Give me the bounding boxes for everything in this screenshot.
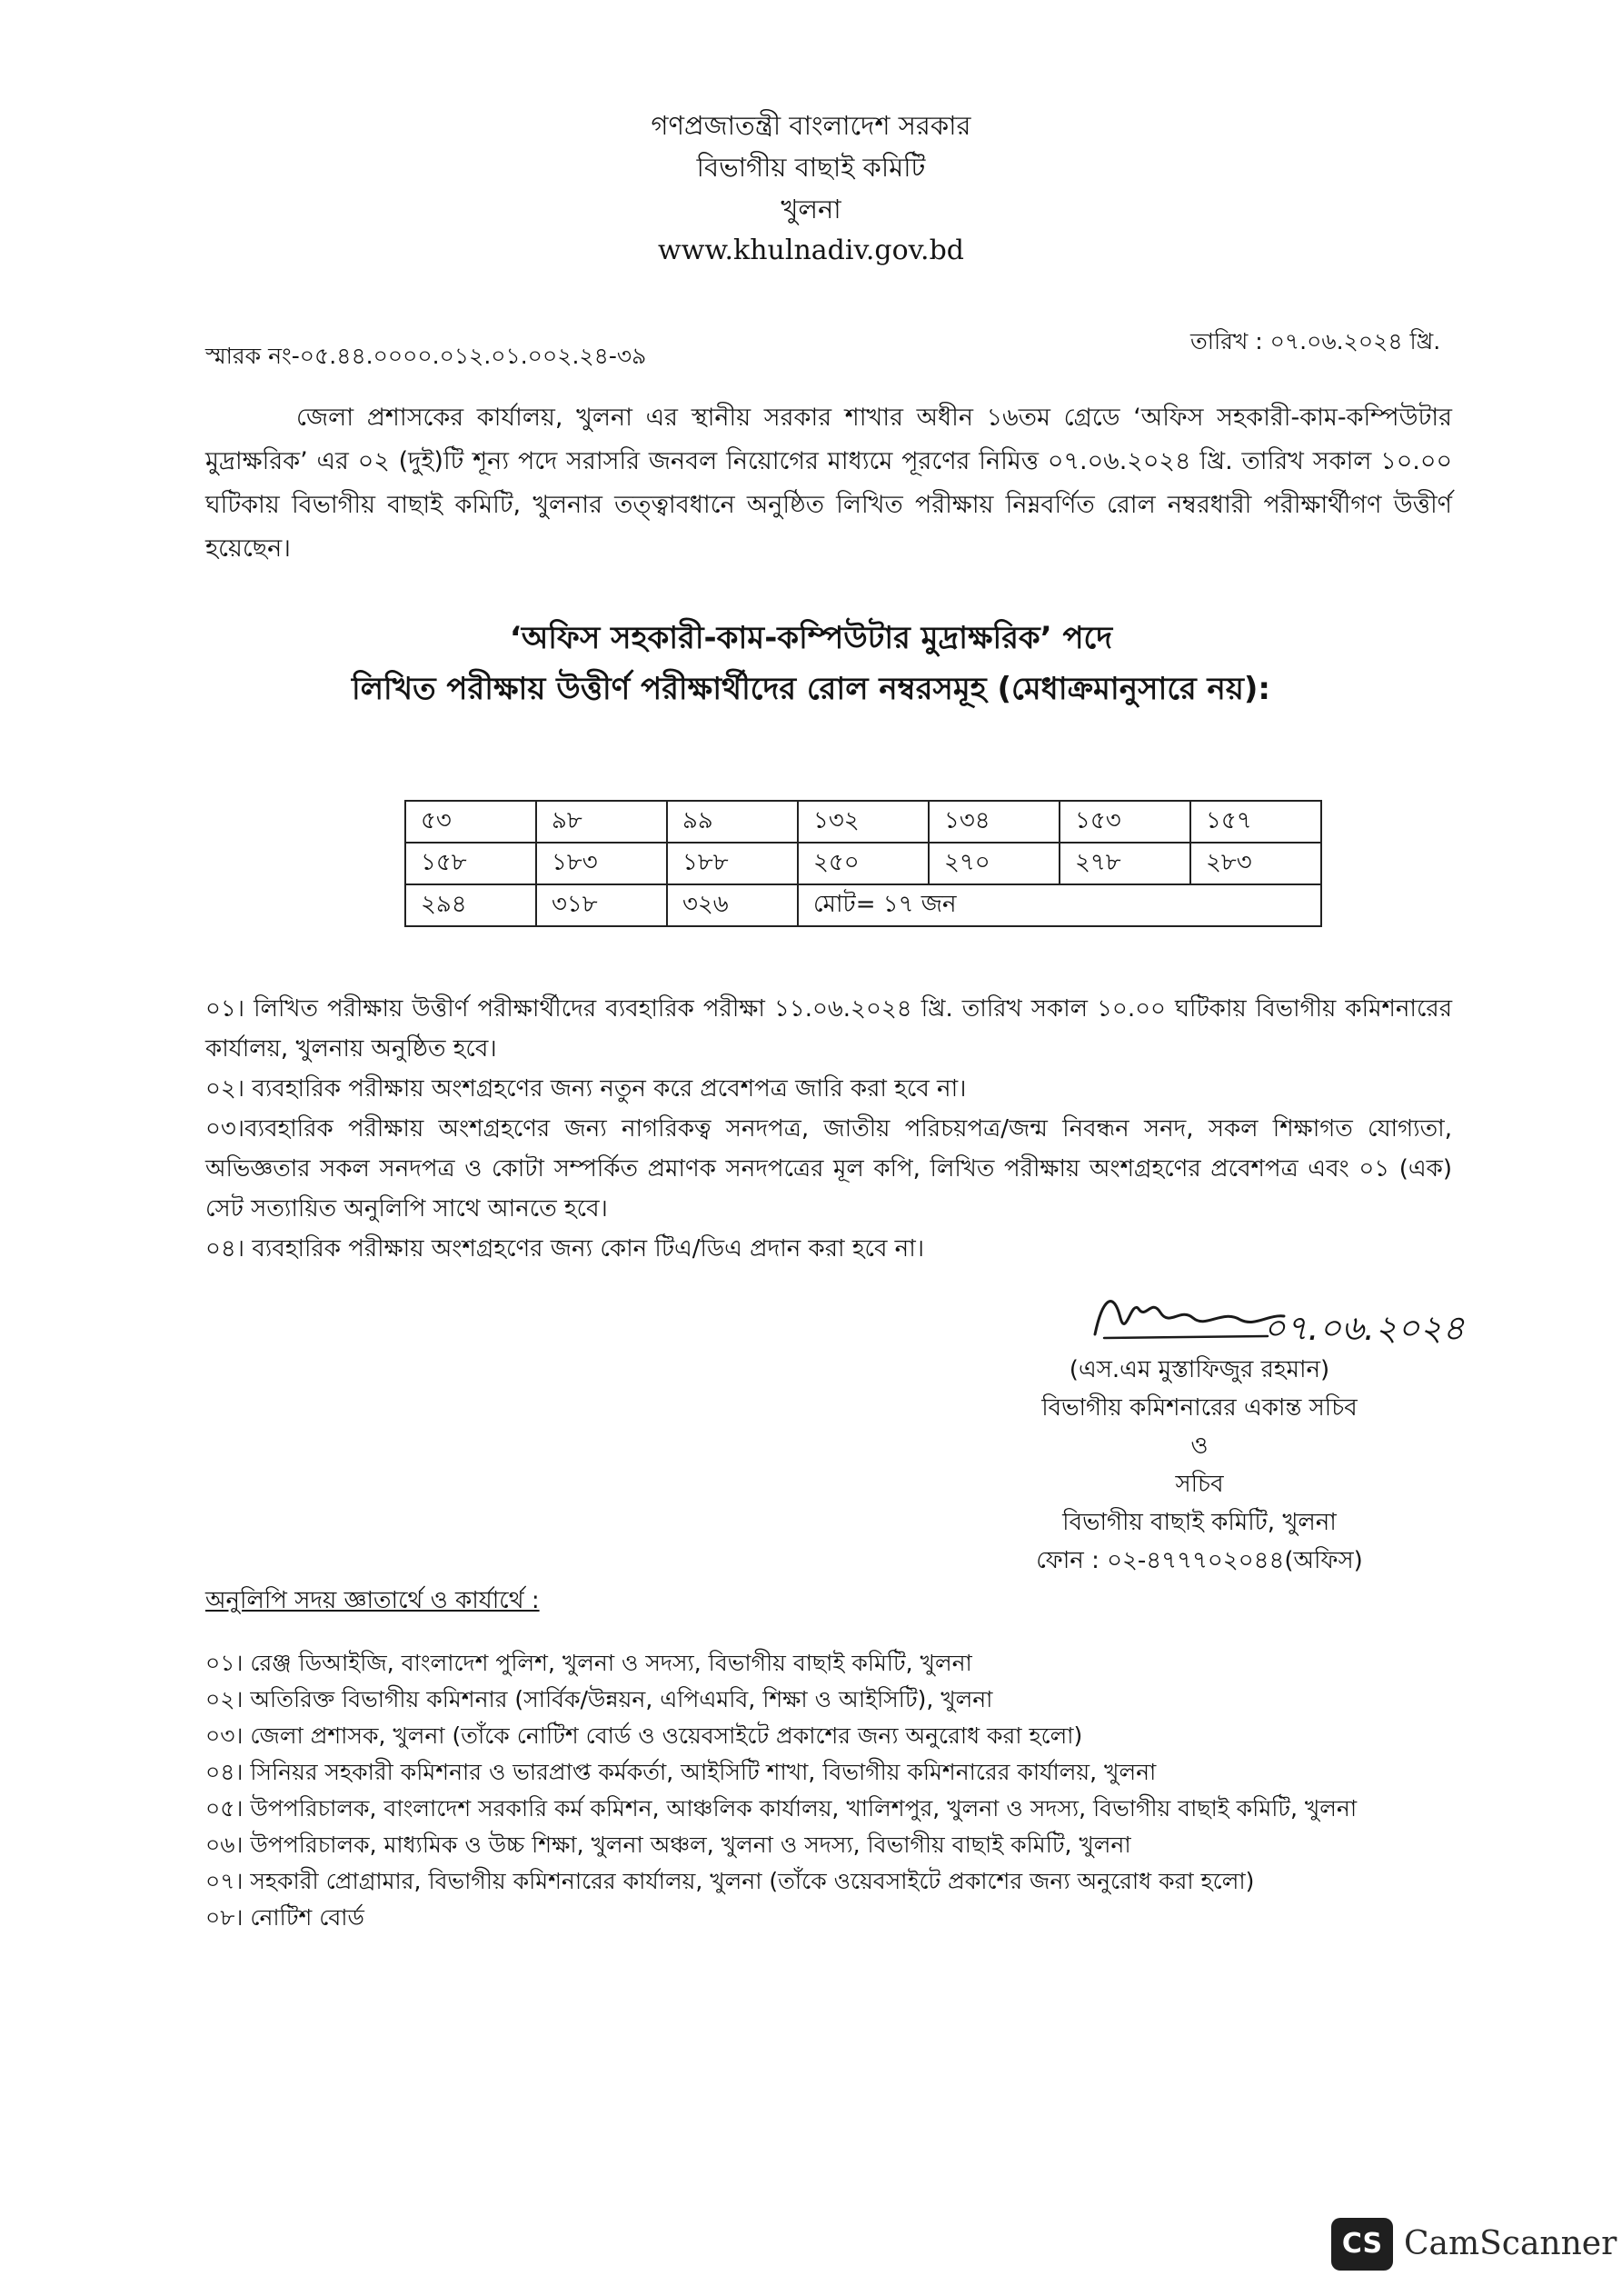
roll-cell: ৯৯ <box>667 801 798 843</box>
roll-cell: ২৭৮ <box>1060 843 1190 884</box>
copies-list <box>205 1645 1452 1936</box>
roll-cell: ১৩৪ <box>929 801 1060 843</box>
roll-cell: ২৭০ <box>929 843 1060 884</box>
roll-cell: ৫৩ <box>405 801 536 843</box>
list-item: ০৭। সহকারী প্রোগ্রামার, বিভাগীয় কমিশনারের কার্যালয়, খুলনা (তাঁকে ওয়েবসাইটে প্রকাশের জন্য অনুরোধ করা হলো) <box>205 1868 1255 1894</box>
list-item: ০৬। উপপরিচালক, মাধ্যমিক ও উচ্চ শিক্ষা, খুলনা অঞ্চল, খুলনা ও সদস্য, বিভাগীয় বাছাই কমিটি, খুলনা <box>205 1832 1131 1858</box>
signatory-designation: বিভাগীয় কমিশনারের একান্ত সচিব <box>1041 1394 1358 1422</box>
signatory-name: (এস.এম মুস্তাফিজুর রহমান) <box>1069 1356 1330 1383</box>
roll-cell: ১৫৭ <box>1190 801 1321 843</box>
copies-heading: অনুলিপি সদয় জ্ঞাতার্থে ও কার্যার্থে : <box>205 1587 540 1614</box>
roll-number-table <box>404 800 1322 927</box>
roll-cell: ১৮৮ <box>667 843 798 884</box>
note-2: ০২। ব্যবহারিক পরীক্ষায় অংশগ্রহণের জন্য নতুন করে প্রবেশপত্র জারি করা হবে না। <box>205 1075 967 1103</box>
signatory-designation-2: সচিব <box>1175 1471 1224 1498</box>
list-item: ০৮। নোটিশ বোর্ড <box>205 1904 364 1931</box>
camscanner-label: CamScanner <box>1404 2225 1617 2262</box>
note-1: ০১। লিখিত পরীক্ষায় উত্তীর্ণ পরীক্ষার্থীদের ব্যবহারিক পরীক্ষা ১১.০৬.২০২৪ খ্রি. তারিখ সকাল ১০.০০ ঘটিকায় বিভাগীয় কমিশনারের কার্যালয়, খুলনায় অনুষ্ঠিত হবে। <box>205 995 1452 1063</box>
table-row <box>405 843 1321 884</box>
list-item: ০২। অতিরিক্ত বিভাগীয় কমিশনার (সার্বিক/উন্নয়ন, এপিএমবি, শিক্ষা ও আইসিটি), খুলনা <box>205 1686 993 1712</box>
memo-date: তারিখ : ০৭.০৬.২০২৪ খ্রি. <box>1190 328 1441 354</box>
roll-cell: ২৮৩ <box>1190 843 1321 884</box>
memo-number: স্মারক নং-০৫.৪৪.০০০০.০১২.০১.০০২.২৪-৩৯ <box>205 343 647 369</box>
result-title-line2: লিখিত পরীক্ষায় উত্তীর্ণ পরীক্ষার্থীদের রোল নম্বরসমূহ (মেধাক্রমানুসারে নয়): <box>351 671 1271 707</box>
roll-cell: ৩২৬ <box>667 884 798 926</box>
signature-block <box>990 1351 1408 1580</box>
list-item: ০৫। উপপরিচালক, বাংলাদেশ সরকারি কর্ম কমিশন, আঞ্চলিক কার্যালয়, খালিশপুর, খুলনা ও সদস্য, বিভাগীয় বাছাই কমিটি, খুলনা <box>205 1795 1358 1822</box>
list-item: ০১। রেঞ্জ ডিআইজি, বাংলাদেশ পুলিশ, খুলনা ও সদস্য, বিভাগীয় বাছাই কমিটি, খুলনা <box>205 1650 972 1676</box>
roll-cell: ১৫৩ <box>1060 801 1190 843</box>
roll-cell: ১৩২ <box>798 801 929 843</box>
signatory-committee: বিভাগীয় বাছাই কমিটি, খুলনা <box>1062 1509 1337 1536</box>
header-website: www.khulnadiv.gov.bd <box>658 235 964 266</box>
header-committee: বিভাগীয় বাছাই কমিটি <box>696 152 926 183</box>
roll-cell: ১৮৩ <box>536 843 667 884</box>
intro-paragraph <box>205 396 1452 571</box>
note-4: ০৪। ব্যবহারিক পরীক্ষায় অংশগ্রহণের জন্য কোন টিএ/ডিএ প্রদান করা হবে না। <box>205 1235 925 1263</box>
header-government: গণপ্রজাতন্ত্রী বাংলাদেশ সরকার <box>651 110 971 141</box>
roll-cell: ৯৮ <box>536 801 667 843</box>
list-item: ০৪। সিনিয়র সহকারী কমিশনার ও ভারপ্রাপ্ত কর্মকর্তা, আইসিটি শাখা, বিভাগীয় কমিশনারের কার্যালয়, খুলনা <box>205 1759 1157 1785</box>
signatory-conjunction: ও <box>1190 1433 1209 1460</box>
camscanner-logo-icon: CS <box>1331 2218 1393 2271</box>
header-city: খুলনা <box>781 194 841 225</box>
signatory-phone: ফোন : ০২-৪৭৭৭০২০৪৪(অফিস) <box>1036 1547 1363 1574</box>
result-title-line1: ‘অফিস সহকারী-কাম-কম্পিউটার মুদ্রাক্ষরিক’ পদে <box>509 620 1113 656</box>
total-cell: মোট= ১৭ জন <box>798 884 1321 926</box>
table-row <box>405 884 1321 926</box>
list-item: ০৩। জেলা প্রশাসক, খুলনা (তাঁকে নোটিশ বোর্ড ও ওয়েবসাইটে প্রকাশের জন্য অনুরোধ করা হলো) <box>205 1722 1083 1749</box>
roll-cell: ২৯৪ <box>405 884 536 926</box>
signature-date: ০৭.০৬.২০২৪ <box>1263 1308 1465 1348</box>
roll-cell: ১৫৮ <box>405 843 536 884</box>
roll-cell: ২৫০ <box>798 843 929 884</box>
roll-cell: ৩১৮ <box>536 884 667 926</box>
table-row <box>405 801 1321 843</box>
intro-text: জেলা প্রশাসকের কার্যালয়, খুলনা এর স্থানীয় সরকার শাখার অধীন ১৬তম গ্রেডে ‘অফিস সহকারী-কাম-কম্পিউটার মুদ্রাক্ষরিক’ এর ০২ (দুই)টি শূন্য পদে সরাসরি জনবল নিয়োগের মাধ্যমে পূরণের নিমিত্ত ০৭.০৬.২০২৪ খ্রি. তারিখ সকাল ১০.০০ ঘটিকায় বিভাগীয় বাছাই কমিটি, খুলনার তত্ত্বাবধানে অনুষ্ঠিত লিখিত পরীক্ষায় নিম্নবর্ণিত রোল নম্বরধারী পরীক্ষার্থীগণ উত্তীর্ণ হয়েছেন। <box>205 404 1452 563</box>
note-3: ০৩।ব্যবহারিক পরীক্ষায় অংশগ্রহণের জন্য নাগরিকত্ব সনদপত্র, জাতীয় পরিচয়পত্র/জন্ম নিবন্ধন সনদ, সকল শিক্ষাগত যোগ্যতা, অভিজ্ঞতার সকল সনদপত্র ও কোটা সম্পর্কিত প্রমাণক সনদপত্রের মূল কপি, লিখিত পরীক্ষায় অংশগ্রহণের প্রবেশপত্র এবং ০১ (এক) সেট সত্যায়িত অনুলিপি সাথে আনতে হবে। <box>205 1115 1452 1223</box>
